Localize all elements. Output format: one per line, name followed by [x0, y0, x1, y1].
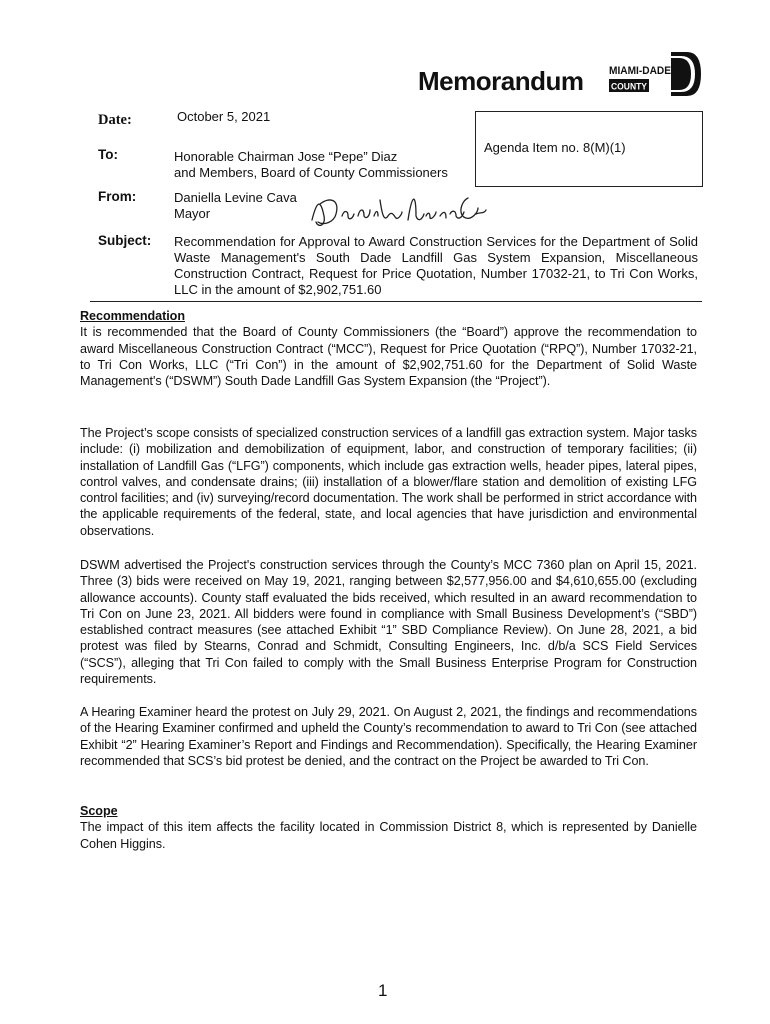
from-line-2: Mayor — [174, 206, 211, 221]
to-line-2: and Members, Board of County Commissioners — [174, 165, 448, 180]
scope-heading: Scope — [80, 804, 118, 818]
to-line-1: Honorable Chairman Jose “Pepe” Diaz — [174, 149, 398, 164]
recommendation-paragraph-2: The Project’s scope consists of specialized construction services of a landfill gas extraction system. Major tasks include: (i) mobilization and demobilization of equipment, labor, and construction of temporary facilities; (ii) installation of Landfill Gas (“LFG”) components, which include gas extraction wells, header pipes, lateral pipes, control valves, and condensate drains; (iii) installation of a blower/flare station and demolition of existing LFG control facilities; and (iv) surveying/record documentation. The work shall be performed in strict accordance with the applicable requirements of the federal, state, and local agencies that have jurisdiction and environmental observations. — [80, 426, 697, 538]
agenda-item-box — [475, 111, 703, 187]
recommendation-paragraph-1: It is recommended that the Board of County Commissioners (the “Board”) approve the recommendation to award Miscellaneous Construction Contract (“MCC”), Request for Price Quotation (“RPQ”), Number 17032-21, to Tri Con Works, LLC (“Tri Con”) in the amount of $2,902,751.60 for the Department of Solid Waste Management's (“DSWM”) South Dade Landfill Gas System Expansion (the “Project”). — [80, 325, 697, 389]
date-label: Date: — [98, 112, 132, 128]
recommendation-heading: Recommendation — [80, 309, 185, 323]
scope-paragraph-1: The impact of this item affects the facility located in Commission District 8, which is represented by Danielle Cohen Higgins. — [80, 820, 697, 851]
page-number: 1 — [378, 981, 388, 1000]
header-divider — [90, 301, 702, 302]
recommendation-paragraph-3: DSWM advertised the Project's construction services through the County’s MCC 7360 plan on April 15, 2021. Three (3) bids were received on May 19, 2021, ranging between $2,577,956.00 and $4,610,655.00 (excluding allowance accounts). County staff evaluated the bids received, which resulted in an award recommendation to Tri Con on June 23, 2021. All bidders were found in compliance with Small Business Development’s (“SBD”) established contract measures (see attached Exhibit “1” SBD Compliance Review). On June 28, 2021, a bid protest was filed by Stearns, Conrad and Schmidt, Consulting Engineers, Inc. d/b/a SCS Field Services (“SCS”), alleging that Tri Con failed to comply with the Small Business Enterprise Program for Construction requirements. — [80, 558, 697, 687]
from-line-1: Daniella Levine Cava — [174, 190, 297, 205]
signature — [308, 186, 490, 232]
scope-section — [80, 803, 697, 852]
from-label: From: — [98, 189, 137, 204]
subject-label: Subject: — [98, 233, 152, 248]
recommendation-paragraph-4: A Hearing Examiner heard the protest on July 29, 2021. On August 2, 2021, the findings and recommendations of the Hearing Examiner confirmed and upheld the County’s recommendation to award to Tri Con (see attached Exhibit “2” Hearing Examiner’s Report and Findings and Recommendation). Specifically, the Hearing Examiner recommended that SCS’s bid protest be denied, and the contract on the Project be awarded to Tri Con. — [80, 705, 697, 768]
agenda-item-text: Agenda Item no. 8(M)(1) — [484, 140, 626, 155]
logo-text-bottom: COUNTY — [611, 81, 648, 93]
miami-dade-county-logo — [609, 52, 701, 96]
to-label: To: — [98, 147, 118, 162]
subject-value: Recommendation for Approval to Award Construction Services for the Department of Solid Waste Management's South Dade Landfill Gas System Expansion, Miscellaneous Construction Contract, Request for Price Quotation, Number 17032-21, to Tri Con Works, LLC in the amount of $2,902,751.60 — [174, 234, 698, 297]
date-value: October 5, 2021 — [177, 109, 271, 124]
logo-text-top: MIAMI-DADE — [609, 65, 671, 77]
recommendation-section — [80, 308, 697, 389]
memo-title: Memorandum — [418, 66, 584, 96]
